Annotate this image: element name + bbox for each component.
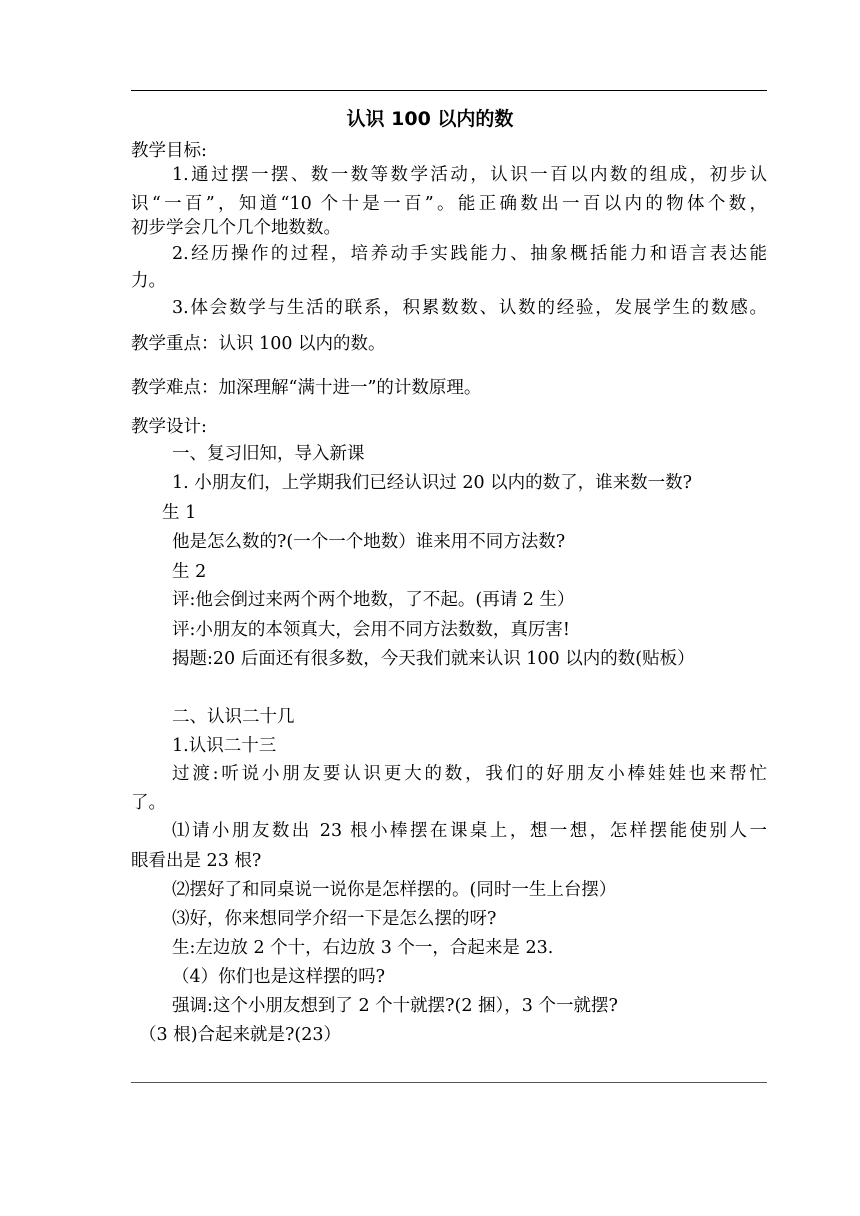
header-rule <box>131 90 767 91</box>
section-1-heading: 一、复习旧知，导入新课 <box>172 444 365 464</box>
section-2-transition-line-2: 了。 <box>131 793 166 813</box>
page-title: 认识 100 以内的数 <box>346 108 514 130</box>
section-1-reveal: 揭题:20 后面还有很多数，今天我们就来认识 100 以内的数(贴板） <box>172 649 695 669</box>
section-2-step-3: ⑶好，你来想同学介绍一下是怎么摆的呀? <box>172 909 497 929</box>
section-2-subheading: 1.认识二十三 <box>172 736 277 756</box>
objective-1-line-2: 识“一百”，知道“10 个十是一百”。能正确数出一百以内的物体个数， <box>131 194 767 214</box>
section-1-student-2: 生 2 <box>172 562 207 582</box>
section-1-question-2: 他是怎么数的?(一个一个地数）谁来用不同方法数? <box>172 532 566 552</box>
objective-1-line-1: 1.通过摆一摆、数一数等数学活动，认识一百以内数的组成，初步认 <box>172 165 767 185</box>
section-2-step-1-line-1: ⑴请小朋友数出 23 根小棒摆在课桌上，想一想，怎样摆能使别人一 <box>172 821 767 841</box>
section-2-step-1-line-2: 眼看出是 23 根? <box>131 851 262 871</box>
section-2-student: 生:左边放 2 个十，右边放 3 个一，合起来是 23. <box>172 938 554 958</box>
difficult-point: 教学难点：加深理解“满十进一”的计数原理。 <box>131 378 482 398</box>
objective-2-line-1: 2.经历操作的过程，培养动手实践能力、抽象概括能力和语言表达能 <box>172 244 767 264</box>
section-1-student-1: 生 1 <box>162 503 197 523</box>
section-1-comment-2: 评:小朋友的本领真大，会用不同方法数数，真厉害! <box>172 620 570 640</box>
section-2-heading: 二、认识二十几 <box>172 707 295 727</box>
section-1-comment-1: 评:他会倒过来两个两个地数，了不起。(再请 2 生） <box>172 590 575 610</box>
key-point: 教学重点：认识 100 以内的数。 <box>131 334 386 354</box>
section-2-emphasis-line-1: 强调:这个小朋友想到了 2 个十就摆?(2 捆），3 个一就摆? <box>172 996 618 1016</box>
section-2-step-2: ⑵摆好了和同桌说一说你是怎样摆的。(同时一生上台摆） <box>172 880 617 900</box>
objective-2-line-2: 力。 <box>131 271 166 291</box>
section-2-emphasis-line-2: （3 根)合起来就是?(23） <box>139 1025 342 1045</box>
footer-rule <box>131 1082 767 1083</box>
objective-1-line-3: 初步学会几个几个地数数。 <box>131 218 341 238</box>
section-2-step-4: （4）你们也是这样摆的吗? <box>172 967 386 987</box>
section-1-question-1: 1. 小朋友们，上学期我们已经认识过 20 以内的数了，谁来数一数? <box>172 473 693 493</box>
objective-3: 3.体会数学与生活的联系，积累数数、认数的经验，发展学生的数感。 <box>172 298 767 318</box>
objectives-heading: 教学目标: <box>131 141 207 161</box>
section-2-transition-line-1: 过渡:听说小朋友要认识更大的数，我们的好朋友小棒娃娃也来帮忙 <box>172 764 767 784</box>
design-heading: 教学设计: <box>131 417 207 437</box>
